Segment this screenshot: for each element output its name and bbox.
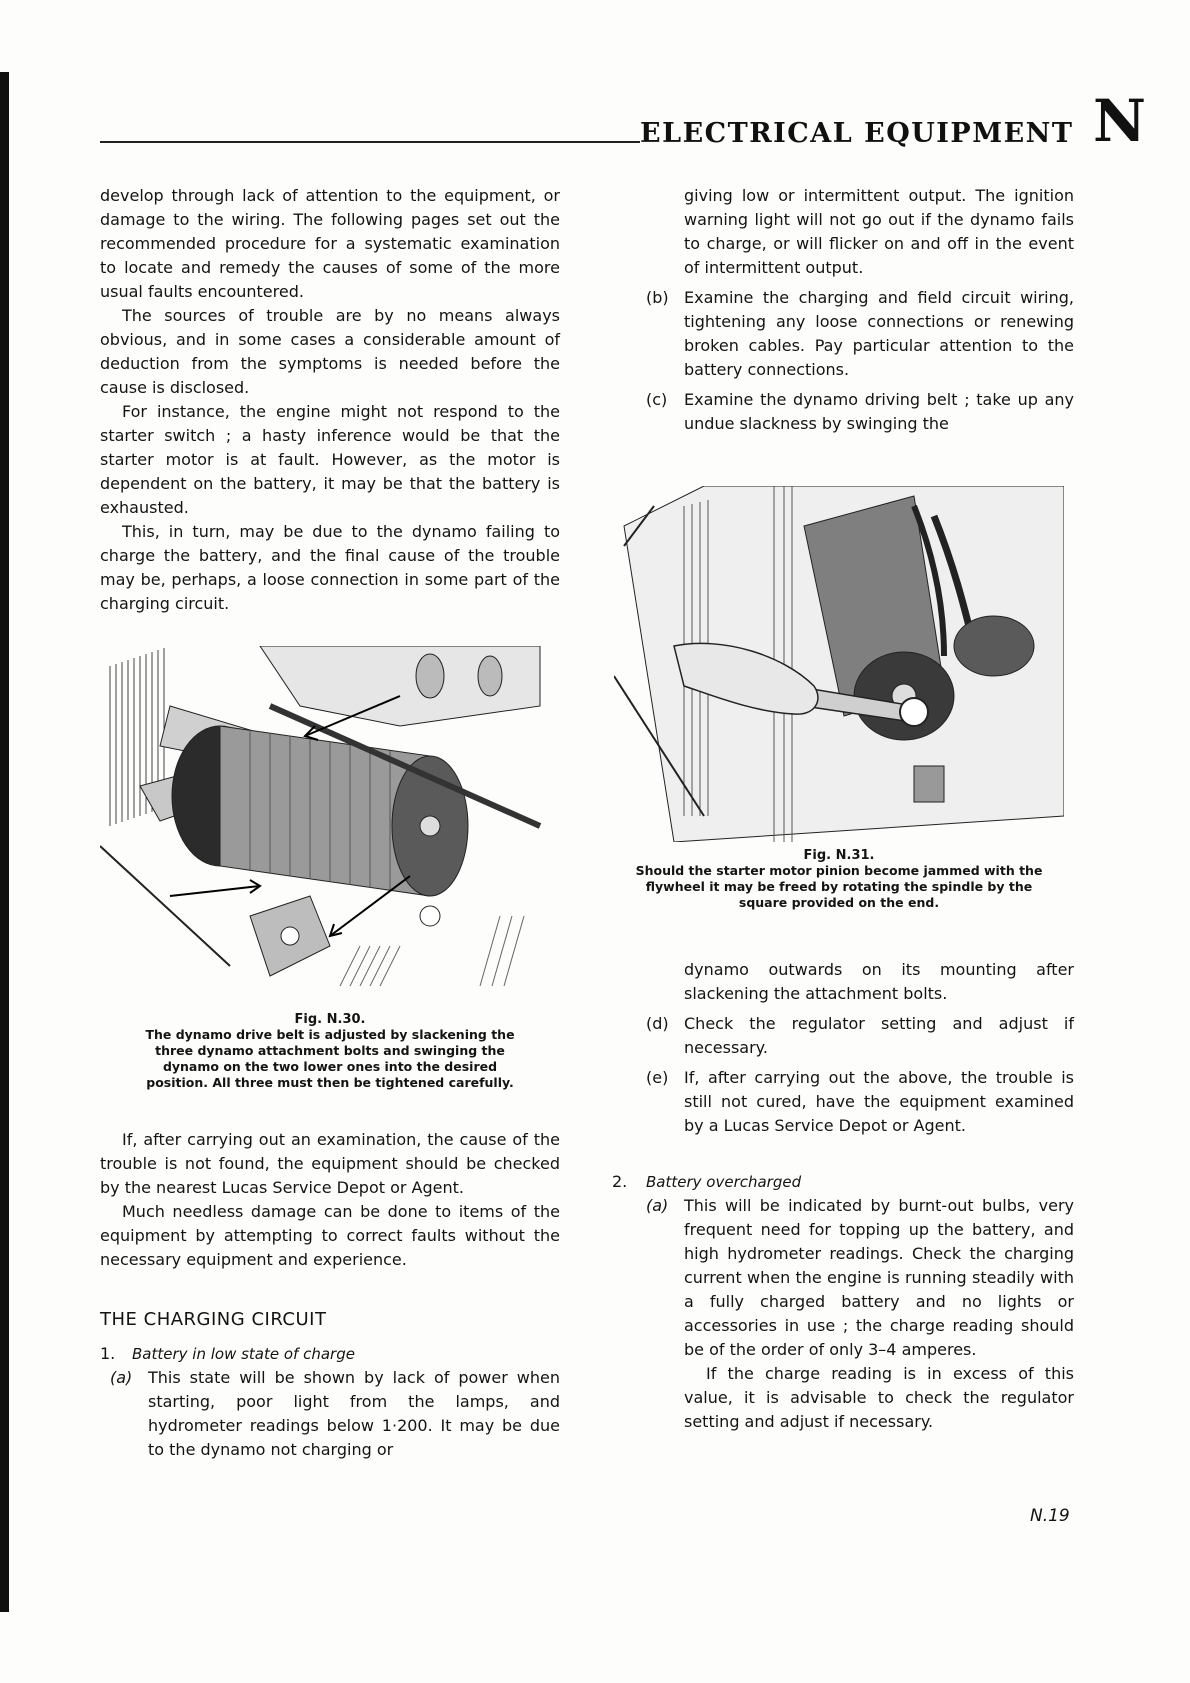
page-header-title: ELECTRICAL EQUIPMENT <box>640 118 1074 149</box>
figure-n30 <box>100 646 560 1091</box>
item-label: (b) <box>646 288 669 307</box>
item-title: Battery in low state of charge <box>132 1345 355 1363</box>
item-text: This will be indicated by burnt-out bulbs, very frequent need for topping up the battery, and high hydrometer readings. Check the charging current when the engine is running steadily with a fully charged battery and no lights or accessories in use ; the charge reading should be of the order of only 3–4 amperes. <box>684 1196 1074 1359</box>
paragraph: develop through lack of attention to the equipment, or damage to the wiring. The following pages set out the recommended procedure for a systematic examination to locate and remedy the causes of some of the more usual faults encountered. <box>100 186 560 301</box>
figure-caption: Should the starter motor pinion become jammed with the flywheel it may be freed by rotating the spindle by the square provided on the end. <box>635 863 1043 910</box>
page-number: N.19 <box>1030 1506 1070 1526</box>
section-letter: N <box>1093 87 1147 155</box>
item-title: Battery overcharged <box>646 1173 802 1191</box>
item-number: 1. <box>100 1344 116 1363</box>
dynamo-illustration <box>100 646 560 1006</box>
paragraph: This, in turn, may be due to the dynamo failing to charge the battery, and the final cause of the trouble may be, perhaps, a loose connection in some part of the charging circuit. <box>100 522 560 613</box>
item-label: (e) <box>646 1068 669 1087</box>
item-label: (a) <box>110 1368 133 1387</box>
item-number: 2. <box>612 1172 628 1191</box>
item-text: If, after carrying out the above, the trouble is still not cured, have the equipment examined by a Lucas Service Depot or Agent. <box>684 1068 1074 1135</box>
list-item <box>100 1366 560 1462</box>
paragraph: If, after carrying out an examination, the cause of the trouble is not found, the equipment should be checked by the nearest Lucas Service Depot or Agent. <box>100 1130 560 1197</box>
list-item <box>646 1194 1074 1362</box>
left-column-top <box>100 184 560 616</box>
right-column-bottom <box>612 958 1074 1434</box>
list-item <box>612 1170 1074 1194</box>
header-rule <box>100 141 640 143</box>
list-item <box>646 286 1074 382</box>
paragraph: Much needless damage can be done to items of the equipment by attempting to correct faults without the necessary equipment and experience. <box>100 1202 560 1269</box>
list-item <box>646 1066 1074 1138</box>
left-column-bottom <box>100 1128 560 1462</box>
figure-label: Fig. N.30. <box>294 1012 366 1027</box>
item-label: (c) <box>646 390 668 409</box>
paragraph: If the charge reading is in excess of this value, it is advisable to check the regulator setting and adjust if necessary. <box>684 1364 1074 1431</box>
figure-label: Fig. N.31. <box>803 848 875 863</box>
item-label: (d) <box>646 1014 669 1033</box>
section-heading: THE CHARGING CIRCUIT <box>100 1309 327 1330</box>
paragraph: dynamo outwards on its mounting after slackening the attachment bolts. <box>684 960 1074 1003</box>
item-text: Check the regulator setting and adjust if necessary. <box>684 1014 1074 1057</box>
paragraph: giving low or intermittent output. The ignition warning light will not go out if the dynamo fails to charge, or will flicker on and off in the event of intermittent output. <box>684 186 1074 277</box>
item-text: Examine the charging and field circuit wiring, tightening any loose connections or renewing broken cables. Pay particular attention to the battery connections. <box>684 288 1074 379</box>
figure-caption: The dynamo drive belt is adjusted by slackening the three dynamo attachment bolts and swinging the dynamo on the two lower ones into the desired position. All three must then be tightened carefully. <box>145 1027 515 1090</box>
figure-n31 <box>614 486 1064 911</box>
right-column-top <box>646 184 1074 436</box>
list-item <box>646 1012 1074 1060</box>
paragraph: The sources of trouble are by no means always obvious, and in some cases a considerable amount of deduction from the symptoms is needed before the cause is disclosed. <box>100 306 560 397</box>
item-text: Examine the dynamo driving belt ; take up any undue slackness by swinging the <box>684 390 1074 433</box>
item-text: This state will be shown by lack of power when starting, poor light from the lamps, and hydrometer readings below 1·200. It may be due to the dynamo not charging or <box>148 1368 560 1459</box>
starter-motor-illustration <box>614 486 1064 842</box>
item-label: (a) <box>646 1196 669 1215</box>
page-binding-edge <box>0 72 9 1612</box>
list-item <box>100 1342 560 1366</box>
list-item <box>646 388 1074 436</box>
paragraph: For instance, the engine might not respond to the starter switch ; a hasty inference would be that the starter motor is at fault. However, as the motor is dependent on the battery, it may be that the battery is exhausted. <box>100 402 560 517</box>
